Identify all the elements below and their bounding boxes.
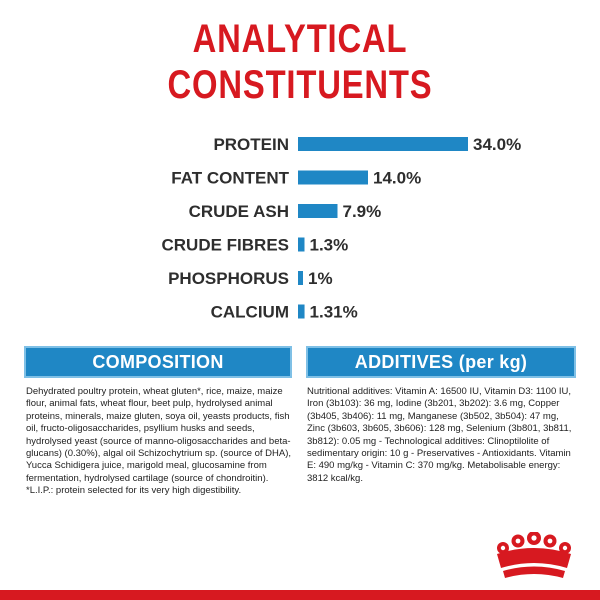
- value-label-fat-content: 14.0%: [373, 168, 422, 188]
- composition-text: Dehydrated poultry protein, wheat gluten*, rice, maize, maize flour, animal fats, wheat flour, beet pulp, hydrolysed animal proteins, minerals, maize gluten, soya oil, yeasts products, fish oil, fructo-oligosaccharides, psyllium husks and seeds, hydrolysed yeast (source of manno-oligosaccharides and beta-glucans) (0.30%), algal oil Schizochytrium sp. (source of DHA), Yucca Schidigera juice, marigold meal, glucosamine from fermentation, hydrolysed cartilage (source of chondroitin). *L.I.P.: protein selected for its very high digestibility.: [26, 386, 292, 497]
- crown-logo-icon: [491, 532, 577, 584]
- value-label-crude-fibres: 1.3%: [309, 235, 349, 255]
- category-label-crude-fibres: CRUDE FIBRES: [161, 235, 289, 255]
- additives-text: Nutritional additives: Vitamin A: 16500 IU, Vitamin D3: 1100 IU, Iron (3b103): 36 mg, Iodine (3b201, 3b202): 3.6 mg, Copper (3b405, 3b406): 11 mg, Manganese (3b502, 3b504): 47 mg, Zinc (3b603, 3b605, 3b606): 128 mg, Selenium (3b801, 3b811, 3b812): 0.05 mg - Technological additives: Clinoptilolite of sedimentary origin: 10 g - Preservatives - Antioxidants. Vitamin E: 490 mg/kg - Vitamin C: 370 mg/kg. Metabolisable energy: 3812 kcal/kg.: [307, 386, 572, 484]
- bar-crude-ash: [298, 204, 338, 218]
- title-line-1: ANALYTICAL: [192, 17, 408, 61]
- bar-crude-fibres: [298, 238, 305, 252]
- category-label-phosphorus: PHOSPHORUS: [168, 269, 289, 288]
- value-label-protein: 34.0%: [473, 135, 522, 154]
- category-label-calcium: CALCIUM: [210, 302, 289, 322]
- composition-heading: COMPOSITION: [24, 346, 292, 378]
- category-label-protein: PROTEIN: [213, 135, 289, 154]
- bar-calcium: [298, 305, 305, 319]
- value-label-calcium: 1.31%: [309, 302, 358, 322]
- value-label-crude-ash: 7.9%: [342, 202, 382, 221]
- bottom-accent-bar: [0, 590, 600, 600]
- constituents-bar-chart: [0, 120, 600, 330]
- title-line-2: CONSTITUENTS: [167, 63, 433, 107]
- value-label-phosphorus: 1%: [308, 269, 333, 288]
- category-label-fat-content: FAT CONTENT: [171, 168, 289, 188]
- category-label-crude-ash: CRUDE ASH: [188, 202, 289, 221]
- bar-protein: [298, 137, 468, 151]
- bar-fat-content: [298, 171, 368, 185]
- bar-phosphorus: [298, 271, 303, 285]
- additives-heading: ADDITIVES (per kg): [306, 346, 576, 378]
